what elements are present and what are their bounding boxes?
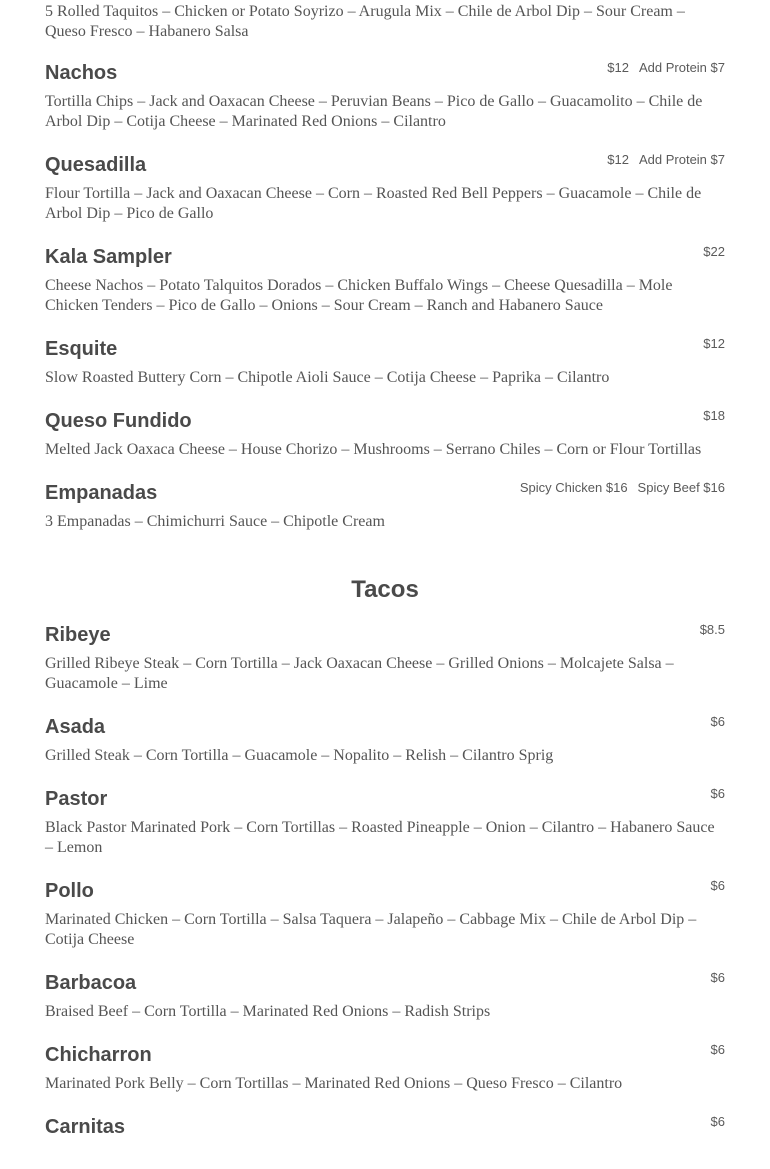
menu-item-carnitas (45, 1114, 725, 1144)
item-description: 5 Rolled Taquitos – Chicken or Potato Soyrizo – Arugula Mix – Chile de Arbol Dip – Sour Cream – Queso Fresco – Habanero Salsa (45, 3, 685, 40)
menu-item-quesadilla (45, 152, 725, 224)
item-description: Tortilla Chips – Jack and Oaxacan Cheese – Peruvian Beans – Pico de Gallo – Guacamolito – Chile de Arbol Dip – Cotija Cheese – Marinated Red Onions – Cilantro (45, 93, 703, 130)
item-description: Grilled Ribeye Steak – Corn Tortilla – Jack Oaxacan Cheese – Grilled Onions – Molcajete Salsa – Guacamole – Lime (45, 655, 674, 692)
item-name: Quesadilla (45, 154, 147, 176)
item-price: $12 Add Protein $7 (607, 152, 725, 167)
item-name: Ribeye (45, 624, 111, 646)
item-price: $22 (703, 244, 725, 259)
menu-item-kala-sampler (45, 244, 725, 316)
item-price: $18 (703, 408, 725, 423)
item-name: Esquite (45, 338, 118, 360)
item-description: Black Pastor Marinated Pork – Corn Tortillas – Roasted Pineapple – Onion – Cilantro – Habanero Sauce – Lemon (45, 819, 715, 856)
menu-item-taquitos (45, 2, 725, 42)
item-price: $6 (710, 1042, 725, 1057)
item-name: Nachos (45, 62, 118, 84)
section-title-tacos: Tacos (351, 576, 419, 603)
item-description: Flour Tortilla – Jack and Oaxacan Cheese – Corn – Roasted Red Bell Peppers – Guacamole – Chile de Arbol Dip – Pico de Gallo (45, 185, 702, 222)
item-description: Melted Jack Oaxaca Cheese – House Chorizo – Mushrooms – Serrano Chiles – Corn or Flour Tortillas (45, 441, 702, 458)
item-price: $6 (710, 786, 725, 801)
item-description: Cheese Nachos – Potato Talquitos Dorados – Chicken Buffalo Wings – Cheese Quesadilla – Mole Chicken Tenders – Pico de Gallo – Onions – Sour Cream – Ranch and Habanero Sauce (45, 277, 673, 314)
menu-item-asada (45, 714, 725, 766)
item-description: 3 Empanadas – Chimichurri Sauce – Chipotle Cream (45, 513, 385, 530)
item-price: Spicy Chicken $16 Spicy Beef $16 (519, 480, 725, 495)
item-description: Marinated Chicken – Corn Tortilla – Salsa Taquera – Jalapeño – Cabbage Mix – Chile de Arbol Dip – Cotija Cheese (45, 911, 697, 948)
menu-item-barbacoa (45, 970, 725, 1022)
menu-item-nachos (45, 60, 725, 132)
item-name: Queso Fundido (45, 410, 192, 432)
item-price: $6 (710, 714, 725, 729)
menu-page (45, 0, 725, 1144)
item-price: $6 (710, 970, 725, 985)
item-name: Pastor (45, 788, 108, 810)
item-price: $8.5 (699, 622, 725, 637)
item-name: Barbacoa (45, 972, 137, 994)
item-name: Pollo (45, 880, 94, 902)
menu-item-pollo (45, 878, 725, 950)
item-price: $6 (710, 1114, 725, 1129)
item-description: Grilled Steak – Corn Tortilla – Guacamole – Nopalito – Relish – Cilantro Sprig (45, 747, 554, 764)
item-name: Empanadas (45, 482, 158, 504)
item-name: Chicharron (45, 1044, 152, 1066)
item-price: $12 Add Protein $7 (607, 60, 725, 75)
item-name: Kala Sampler (45, 246, 172, 268)
item-description: Slow Roasted Buttery Corn – Chipotle Aioli Sauce – Cotija Cheese – Paprika – Cilantro (45, 369, 610, 386)
menu-item-esquite (45, 336, 725, 388)
item-price: $12 (703, 336, 725, 351)
item-name: Carnitas (45, 1116, 126, 1138)
item-price: $6 (710, 878, 725, 893)
item-description: Marinated Pork Belly – Corn Tortillas – Marinated Red Onions – Queso Fresco – Cilantro (45, 1075, 623, 1092)
menu-item-ribeye (45, 622, 725, 694)
menu-item-pastor (45, 786, 725, 858)
menu-item-empanadas (45, 480, 725, 532)
menu-item-chicharron (45, 1042, 725, 1094)
item-description: Braised Beef – Corn Tortilla – Marinated Red Onions – Radish Strips (45, 1003, 491, 1020)
item-name: Asada (45, 716, 106, 738)
menu-item-queso-fundido (45, 408, 725, 460)
